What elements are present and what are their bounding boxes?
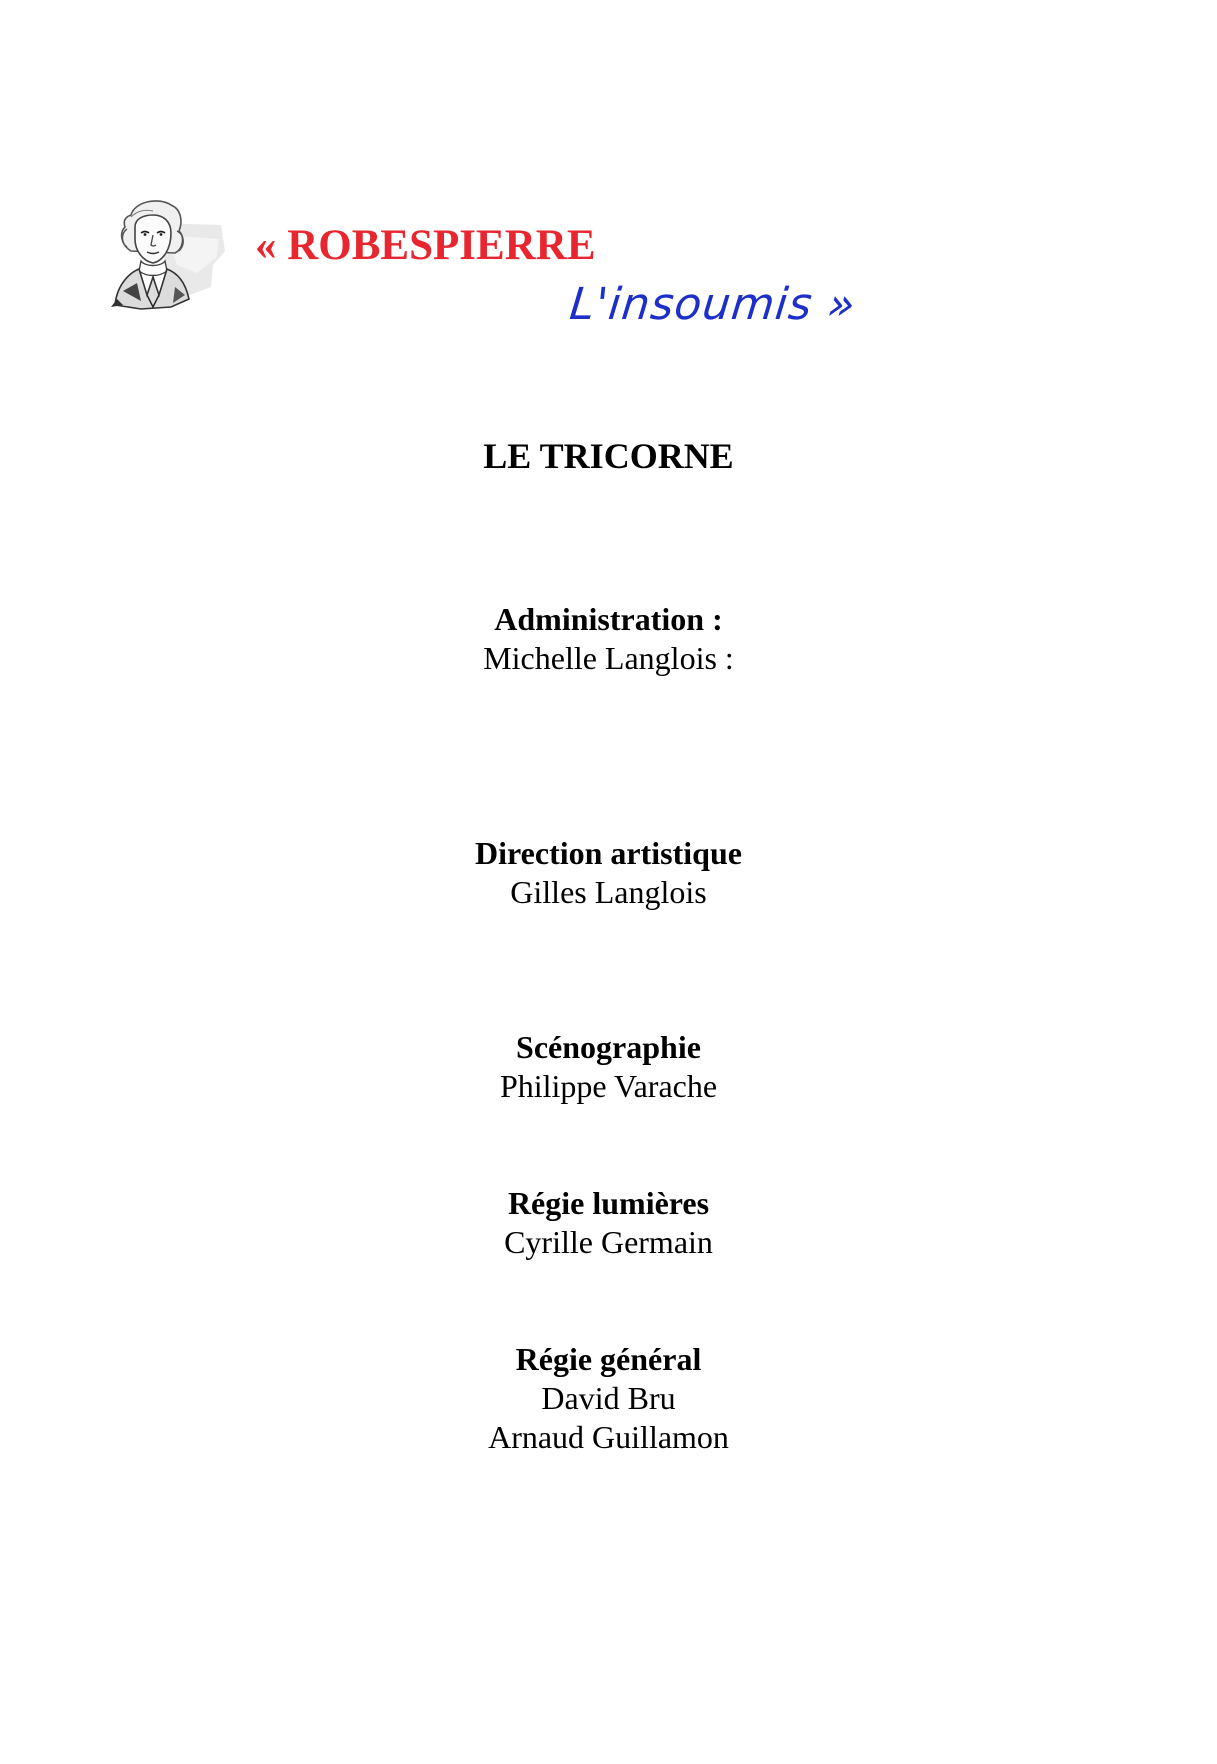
credit-role: Direction artistique	[475, 835, 742, 871]
robespierre-portrait-icon	[101, 195, 229, 313]
credit-role: Administration :	[494, 601, 723, 637]
credit-direction	[0, 834, 1217, 912]
company-name: LE TRICORNE	[483, 436, 734, 476]
credit-role: Régie lumières	[507, 1185, 710, 1221]
credit-scenographie	[0, 1028, 1217, 1106]
credit-person: Philippe Varache	[499, 1068, 718, 1104]
credit-person: Arnaud Guillamon	[488, 1419, 729, 1455]
credit-role: Régie général	[515, 1341, 702, 1377]
credit-lumieres	[0, 1184, 1217, 1262]
play-title: « ROBESPIERRE	[255, 222, 596, 269]
credit-person: Gilles Langlois	[510, 874, 707, 910]
credit-role: Scénographie	[516, 1029, 701, 1065]
credit-general	[0, 1340, 1217, 1457]
credit-person: David Bru	[541, 1380, 676, 1416]
play-subtitle: L'insoumis »	[567, 279, 859, 330]
credit-person: Michelle Langlois :	[483, 640, 734, 676]
credit-administration	[0, 600, 1217, 678]
credit-person: Cyrille Germain	[504, 1224, 713, 1260]
